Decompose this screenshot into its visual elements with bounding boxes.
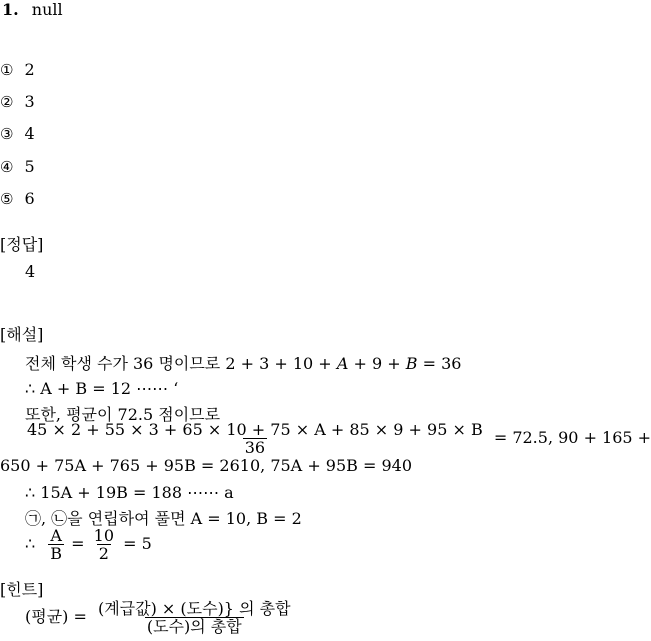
question-number: 1.: [2, 0, 19, 19]
explanation-fraction-line: [25, 421, 651, 456]
hint-lhs: (평균) =: [25, 607, 87, 626]
choice-2[interactable]: [0, 92, 35, 112]
explanation-line-5: 650 + 75A + 765 + 95B = 2610, 75A + 95B = 940: [0, 456, 413, 475]
ratio-fraction: [48, 527, 64, 562]
line1-text: 전체 학생 수가 36 명이므로 2 + 3 + 10 +: [25, 354, 337, 373]
hint-label: [힌트]: [0, 580, 44, 599]
explanation-line-2: ∴ A + B = 12 ⋯⋯ ‘: [25, 379, 179, 398]
choice-marker: ③: [0, 125, 14, 143]
explanation-line-8: [25, 527, 152, 562]
var-a: A: [336, 354, 349, 373]
choice-3[interactable]: [0, 124, 35, 144]
ratio-numerator: A: [50, 526, 62, 545]
therefore-symbol: ∴: [25, 534, 36, 553]
var-b: B: [405, 354, 418, 373]
mean-fraction: [25, 421, 485, 456]
choice-4[interactable]: [0, 157, 35, 177]
choice-value: 2: [24, 60, 35, 79]
value-numerator: 10: [93, 526, 114, 545]
explanation-line-6: ∴ 15A + 19B = 188 ⋯⋯ a: [25, 483, 234, 502]
hint-numerator: (계급값) × (도수)} 의 총합: [97, 599, 291, 618]
explanation-line-3: 또한, 평균이 72.5 점이므로: [25, 405, 221, 424]
choice-marker: ④: [0, 158, 14, 176]
value-denominator: 2: [98, 544, 109, 563]
value-fraction: [92, 527, 116, 562]
choice-marker: ⑤: [0, 190, 14, 208]
choice-value: 5: [24, 157, 35, 176]
choice-marker: ①: [0, 61, 14, 79]
question-text: null: [31, 0, 63, 19]
answer-value: 4: [25, 262, 36, 281]
equals-2: = 5: [123, 534, 152, 553]
explanation-line-1: [25, 354, 461, 374]
hint-denominator: (도수)의 총합: [146, 617, 242, 636]
hint-formula: [25, 600, 293, 635]
fraction-rest: = 72.5, 90 + 165 +: [493, 428, 651, 447]
choice-5[interactable]: [0, 189, 35, 209]
choice-value: 4: [24, 124, 35, 143]
choice-value: 3: [24, 92, 35, 111]
line1-mid: + 9 +: [348, 354, 406, 373]
explanation-label: [해설]: [0, 325, 44, 344]
equals-1: =: [71, 534, 85, 553]
choice-marker: ②: [0, 93, 14, 111]
choice-value: 6: [24, 189, 35, 208]
hint-fraction: [96, 600, 293, 635]
choice-1[interactable]: [0, 60, 35, 80]
line1-end: = 36: [417, 354, 462, 373]
ratio-denominator: B: [50, 544, 63, 563]
question-line: [2, 0, 63, 20]
answer-label: [정답]: [0, 235, 44, 254]
explanation-line-7: ㉠, ㉡을 연립하여 풀면 A = 10, B = 2: [25, 509, 302, 528]
fraction-denominator: 36: [244, 438, 266, 457]
fraction-numerator: 45 × 2 + 55 × 3 + 65 × 10 + 75 × A + 85 × 9 + 95 × B: [27, 420, 483, 439]
